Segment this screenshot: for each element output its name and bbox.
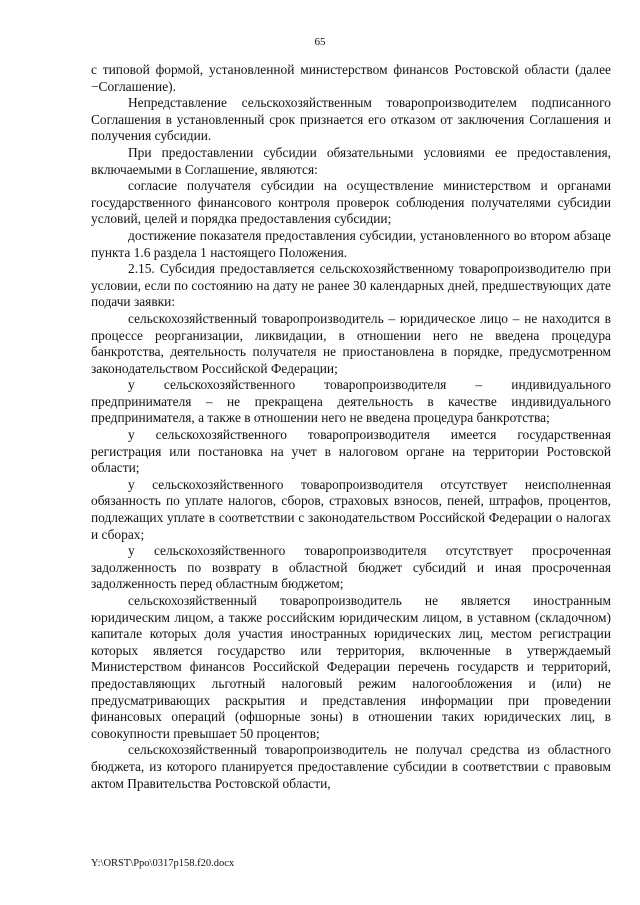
paragraph-12: сельскохозяйственный товаропроизводитель не является иностранным юридическим лицом, а также российским юридическим лицом, в уставном (складочном) капитале которых доля участия иностранных юридических лиц, местом регистрации которых является государство или территория, включенные в утверждаемый Министерством финансов Российской Федерации перечень государств и территорий, предоставляющих льготный налоговый режим налогообложения и (или) не предусматривающих раскрытия и представления информации при проведении финансовых операций (офшорные зоны) в отношении таких юридических лиц, в совокупности превышает 50 процентов; <box>91 593 611 741</box>
document-body <box>91 62 611 792</box>
paragraph-9: у сельскохозяйственного товаропроизводителя имеется государственная регистрация или постановка на учет в налоговом органе на территории Ростовской области; <box>91 427 611 476</box>
paragraph-3: При предоставлении субсидии обязательными условиями ее предоставления, включаемыми в Соглашение, являются: <box>91 144 611 177</box>
paragraph-6: 2.15. Субсидия предоставляется сельскохозяйственному товаропроизводителю при условии, если по состоянию на дату не ранее 30 календарных дней, предшествующих дате подачи заявки: <box>91 261 611 310</box>
paragraph-2: Непредставление сельскохозяйственным товаропроизводителем подписанного Соглашения в установленный срок признается его отказом от заключения Соглашения и получения субсидии. <box>91 95 611 144</box>
paragraph-8: у сельскохозяйственного товаропроизводителя – индивидуального предпринимателя – не прекращена деятельность в качестве индивидуального предпринимателя, а также в отношении него не введена процедура банкротства; <box>91 377 611 426</box>
paragraph-10: у сельскохозяйственного товаропроизводителя отсутствует неисполненная обязанность по уплате налогов, сборов, страховых взносов, пеней, штрафов, процентов, подлежащих уплате в соответствии с законодательством Российской Федерации о налогах и сборах; <box>91 476 611 542</box>
paragraph-4: согласие получателя субсидии на осуществление министерством и органами государственного финансового контроля проверок соблюдения получателями субсидии условий, целей и порядка предоставления субсидии; <box>91 178 611 227</box>
paragraph-13: сельскохозяйственный товаропроизводитель не получал средства из областного бюджета, из которого планируется предоставление субсидии в соответствии с правовым актом Правительства Ростовской области, <box>91 742 611 791</box>
paragraph-1: с типовой формой, установленной министерством финансов Ростовской области (далее −Соглашение). <box>91 62 611 94</box>
paragraph-7: сельскохозяйственный товаропроизводитель – юридическое лицо – не находится в процессе реорганизации, ликвидации, в отношении него не введена процедура банкротства, деятельность получателя не приостановлена в порядке, предусмотренном законодательством Российской Федерации; <box>91 310 611 376</box>
page-number: 65 <box>314 36 326 48</box>
paragraph-11: у сельскохозяйственного товаропроизводителя отсутствует просроченная задолженность по возврату в областной бюджет субсидий и иная просроченная задолженность перед областным бюджетом; <box>91 543 611 592</box>
footer-file-path: Y:\ORST\Ppo\0317p158.f20.docx <box>91 858 235 869</box>
paragraph-5: достижение показателя предоставления субсидии, установленного во втором абзаце пункта 1.6 раздела 1 настоящего Положения. <box>91 227 611 260</box>
